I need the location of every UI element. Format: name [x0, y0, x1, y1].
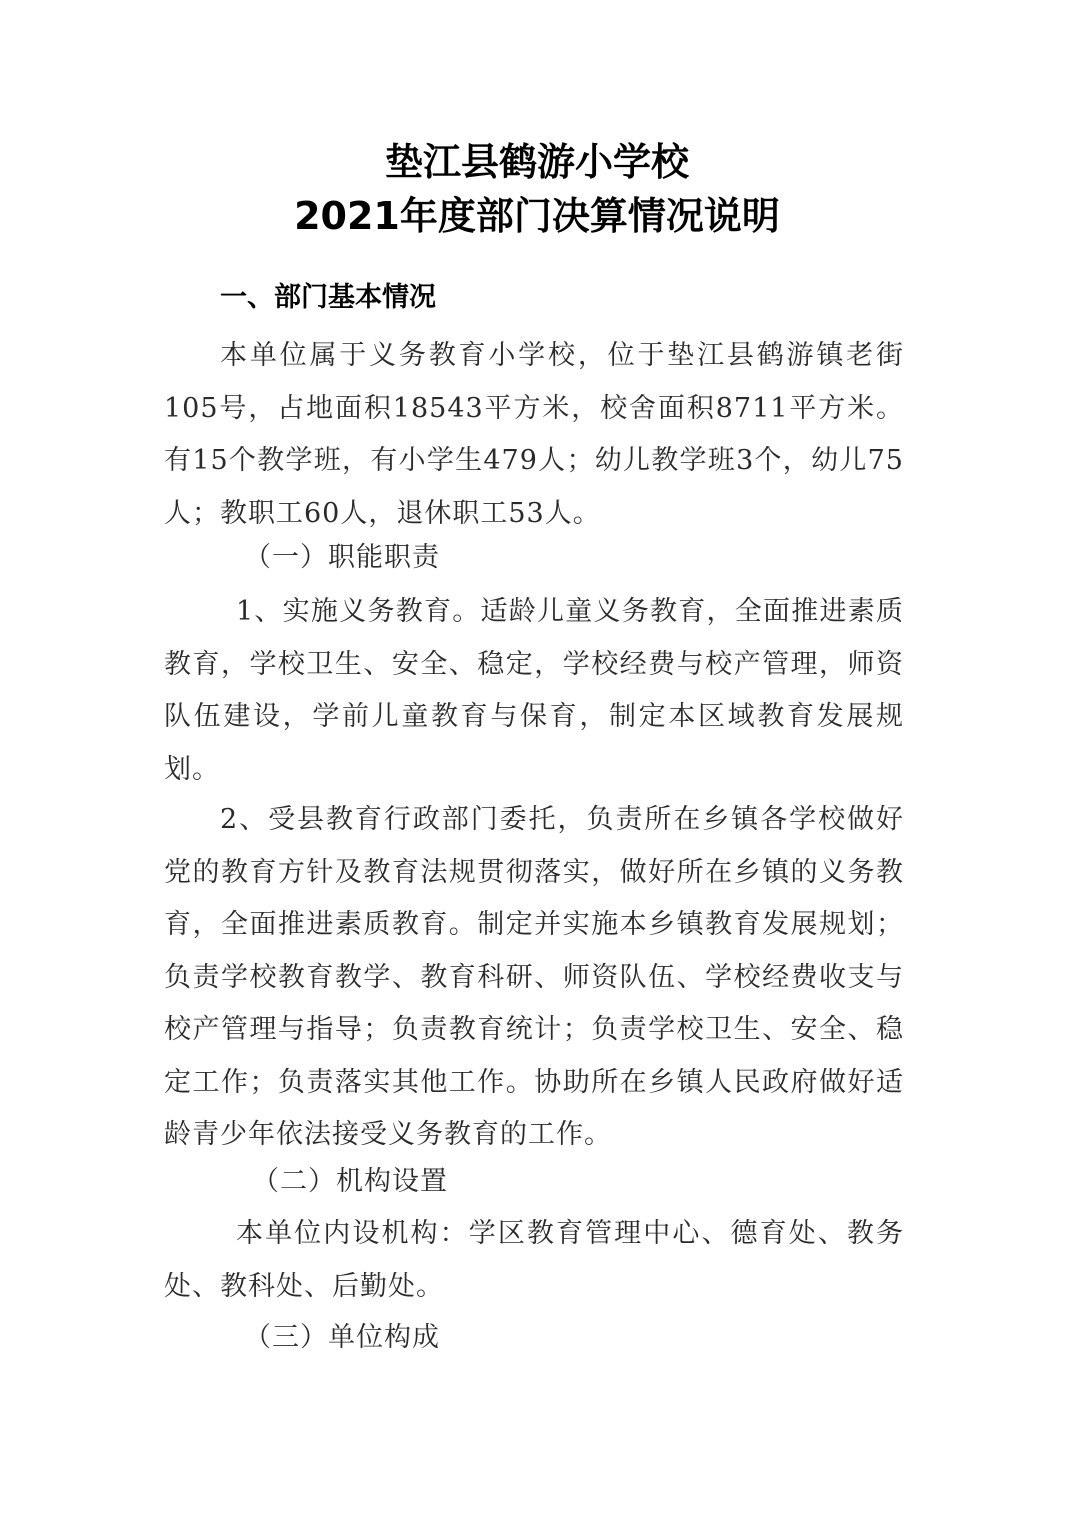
- subsection1-item1: 1、实施义务教育。适龄儿童义务教育，全面推进素质教育，学校卫生、安全、稳定，学校经费与校产管理，师资队伍建设，学前儿童教育与保育，制定本区域教育发展规划。: [164, 596, 904, 785]
- subsection1-item2: 2、受县教育行政部门委托，负责所在乡镇各学校做好党的教育方针及教育法规贯彻落实，做好所在乡镇的义务教育，全面推进素质教育。制定并实施本乡镇教育发展规划；负责学校教育教学、教育科研、师资队伍、学校经费收支与校产管理与指导；负责教育统计；负责学校卫生、安全、稳定工作；负责落实其他工作。协助所在乡镇人民政府做好适龄青少年依法接受义务教育的工作。: [164, 804, 904, 1150]
- document-title-line1: 垫江县鹤游小学校: [384, 140, 689, 184]
- section1-heading: 一、部门基本情况: [220, 282, 436, 313]
- subsection1-heading: （一）职能职责: [244, 542, 440, 573]
- section1-paragraph: 本单位属于义务教育小学校，位于垫江县鹤游镇老街105号，占地面积18543平方米，校舍面积8711平方米。有15个教学班，有小学生479人；幼儿教学班3个，幼儿75人；教职工60人，退休职工53人。: [164, 340, 904, 529]
- subsection3-heading: （三）单位构成: [244, 1322, 440, 1353]
- document-title-line2: 2021年度部门决算情况说明: [294, 194, 780, 238]
- subsection2-paragraph: 本单位内设机构：学区教育管理中心、德育处、教务处、教科处、后勤处。: [164, 1218, 904, 1302]
- subsection2-heading: （二）机构设置: [252, 1166, 448, 1197]
